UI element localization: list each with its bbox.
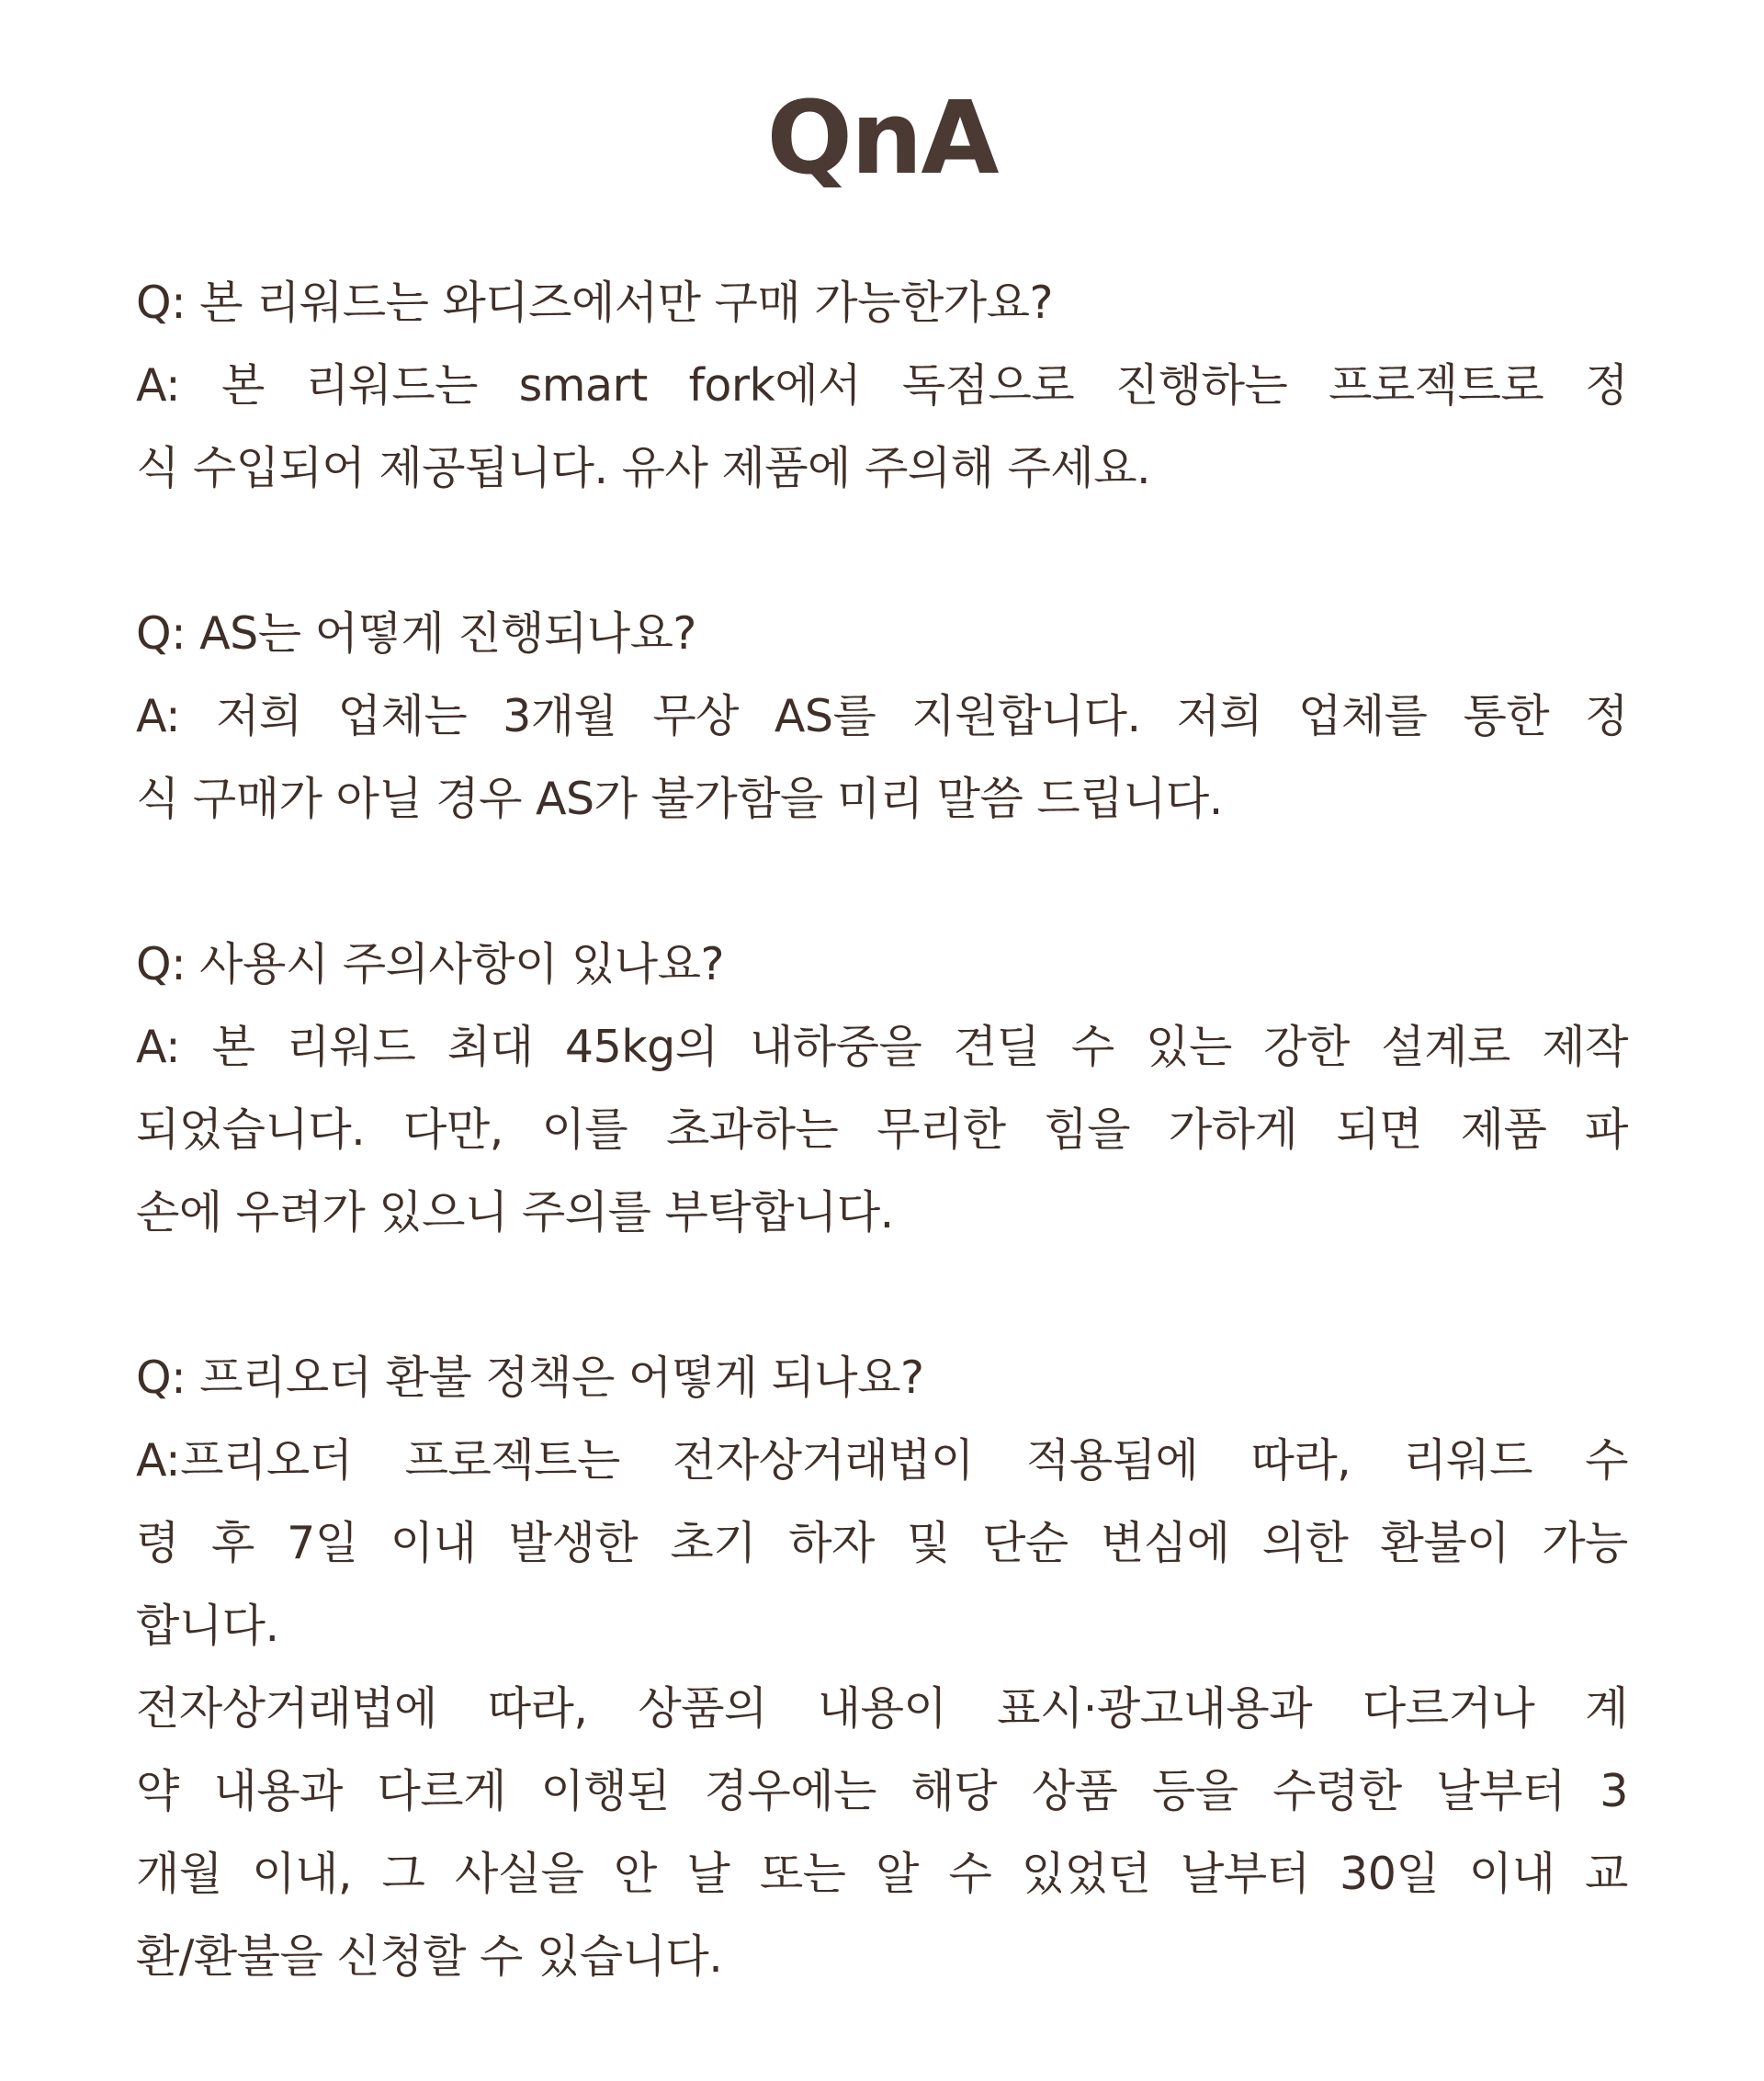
qna-list: [136, 262, 1628, 2081]
word: 설계로: [1381, 1021, 1510, 1073]
answer-text-line: [136, 1668, 1628, 1750]
word: 견딜: [953, 1021, 1040, 1073]
word: 상품: [1031, 1765, 1118, 1817]
word: 이행된: [540, 1765, 671, 1817]
answer-text-line: [136, 675, 1628, 758]
qna-item-4: [136, 1337, 1628, 1998]
qna-item-1: [136, 262, 1628, 510]
word: 파: [1585, 1103, 1628, 1156]
word: 알: [876, 1848, 919, 1900]
word: 본: [211, 1021, 255, 1073]
word: 다르거나: [1362, 1682, 1535, 1735]
word: 교: [1585, 1848, 1628, 1900]
word: 정: [1585, 690, 1628, 742]
word: 업체는: [337, 690, 468, 742]
word: 정: [1585, 359, 1628, 412]
qna-item-2: [136, 593, 1628, 841]
word: 리워드: [1403, 1434, 1532, 1487]
word: 등을: [1151, 1765, 1238, 1817]
word: 무상: [652, 690, 739, 742]
word: 단순: [982, 1517, 1069, 1569]
word: 표시·광고내용과: [997, 1682, 1313, 1735]
word: 이내: [390, 1517, 477, 1569]
word: 사실을: [454, 1848, 584, 1900]
word: 내용이: [817, 1682, 947, 1735]
word: 경우에는: [704, 1765, 876, 1817]
word: A:: [136, 359, 181, 412]
word: 이내,: [252, 1848, 352, 1900]
answer-text-line: 식 구매가 아닐 경우 AS가 불가함을 미리 말씀 드립니다.: [136, 773, 1223, 825]
word: 저희: [1176, 690, 1263, 742]
word: A:: [136, 690, 181, 742]
word: 지원합니다.: [911, 690, 1141, 742]
word: 그: [381, 1848, 425, 1900]
answer-text-line: 식 수입되어 제공됩니다. 유사 제품에 주의해 주세요.: [136, 442, 1151, 494]
word: 있는: [1146, 1021, 1232, 1073]
word: 리워드는: [305, 359, 478, 412]
word: 및: [907, 1517, 950, 1569]
word: 날: [686, 1848, 730, 1900]
question-text: Q: 프리오더 환불 정책은 어떻게 되나요?: [136, 1352, 924, 1404]
word: 하자: [788, 1517, 875, 1569]
word: 령: [136, 1517, 179, 1569]
word: 이를: [541, 1103, 628, 1156]
word: 초과하는: [666, 1103, 839, 1156]
word: 전자상거래법에: [136, 1682, 437, 1735]
word: 힘을: [1044, 1103, 1131, 1156]
word: 내하중을: [749, 1021, 922, 1073]
word: 45kg의: [564, 1021, 718, 1073]
word: 프로젝트로: [1329, 359, 1544, 412]
word: 수: [948, 1848, 992, 1900]
word: 날부터: [1436, 1765, 1566, 1817]
question-text: Q: AS는 어떻게 진행되나요?: [136, 607, 696, 660]
word: 3개월: [503, 690, 617, 742]
word: 개월: [136, 1848, 222, 1900]
word: 변심에: [1100, 1517, 1230, 1569]
word: 안: [614, 1848, 657, 1900]
word: smart: [518, 359, 648, 412]
word: 3: [1600, 1765, 1628, 1817]
word: 제품: [1460, 1103, 1547, 1156]
word: 의한: [1261, 1517, 1349, 1569]
word: 이내: [1468, 1848, 1555, 1900]
word: 리워드: [286, 1021, 416, 1073]
word: 제작: [1542, 1021, 1628, 1073]
answer-text-line: 합니다.: [136, 1600, 279, 1652]
word: 본: [220, 359, 265, 412]
word: 무리한: [876, 1103, 1006, 1156]
word: 전자상거래법이: [673, 1434, 974, 1487]
answer-text-line: [136, 1502, 1628, 1585]
word: A:: [136, 1021, 181, 1073]
word: 따라,: [1250, 1434, 1351, 1487]
word: 진행하는: [1114, 359, 1288, 412]
word: 되면: [1336, 1103, 1422, 1156]
answer-text-line: 손에 우려가 있으니 주의를 부탁합니다.: [136, 1186, 894, 1238]
question-text: Q: 본 리워드는 와디즈에서만 구매 가능한가요?: [136, 277, 1053, 329]
answer-text-line: [136, 1750, 1628, 1833]
word: 7일: [287, 1517, 358, 1569]
word: 수: [1585, 1434, 1628, 1487]
word: 다만,: [403, 1103, 503, 1156]
word: 저희: [216, 690, 302, 742]
word: 다르게: [377, 1765, 506, 1817]
word: 내용과: [213, 1765, 343, 1817]
word: 수: [1070, 1021, 1114, 1073]
word: 또는: [759, 1848, 846, 1900]
question-text: Q: 사용시 주의사항이 있나요?: [136, 938, 724, 990]
word: 업체를: [1298, 690, 1428, 742]
answer-text-line: [136, 345, 1628, 427]
word: 초기: [670, 1517, 756, 1569]
word: 프로젝트는: [404, 1434, 620, 1487]
answer-text-line: [136, 1419, 1628, 1502]
qna-item-3: [136, 923, 1628, 1254]
word: 상품의: [638, 1682, 767, 1735]
word: 최대: [447, 1021, 534, 1073]
word: 따라,: [487, 1682, 588, 1735]
word: 수령한: [1272, 1765, 1402, 1817]
word: 날부터: [1180, 1848, 1310, 1900]
word: 되었습니다.: [136, 1103, 366, 1156]
answer-text-line: [136, 1006, 1628, 1089]
word: 있었던: [1021, 1848, 1151, 1900]
word: 가능: [1542, 1517, 1628, 1569]
word: AS를: [774, 690, 876, 742]
word: fork에서: [688, 359, 862, 412]
word: 후: [211, 1517, 254, 1569]
answer-text-line: 환/환불을 신청할 수 있습니다.: [136, 1930, 723, 1983]
answer-text-line: [136, 1833, 1628, 1916]
word: 약: [136, 1765, 179, 1817]
word: 발생한: [508, 1517, 639, 1569]
word: 강한: [1263, 1021, 1350, 1073]
word: A:프리오더: [136, 1434, 353, 1487]
word: 환불이: [1380, 1517, 1510, 1569]
word: 해당: [910, 1765, 998, 1817]
word: 계: [1585, 1682, 1628, 1735]
answer-text-line: [136, 1089, 1628, 1171]
word: 독점으로: [901, 359, 1075, 412]
word: 30일: [1340, 1848, 1440, 1900]
word: 통한: [1463, 690, 1550, 742]
word: 가하게: [1168, 1103, 1298, 1156]
page-title: QnA: [766, 79, 998, 197]
word: 적용됨에: [1026, 1434, 1199, 1487]
